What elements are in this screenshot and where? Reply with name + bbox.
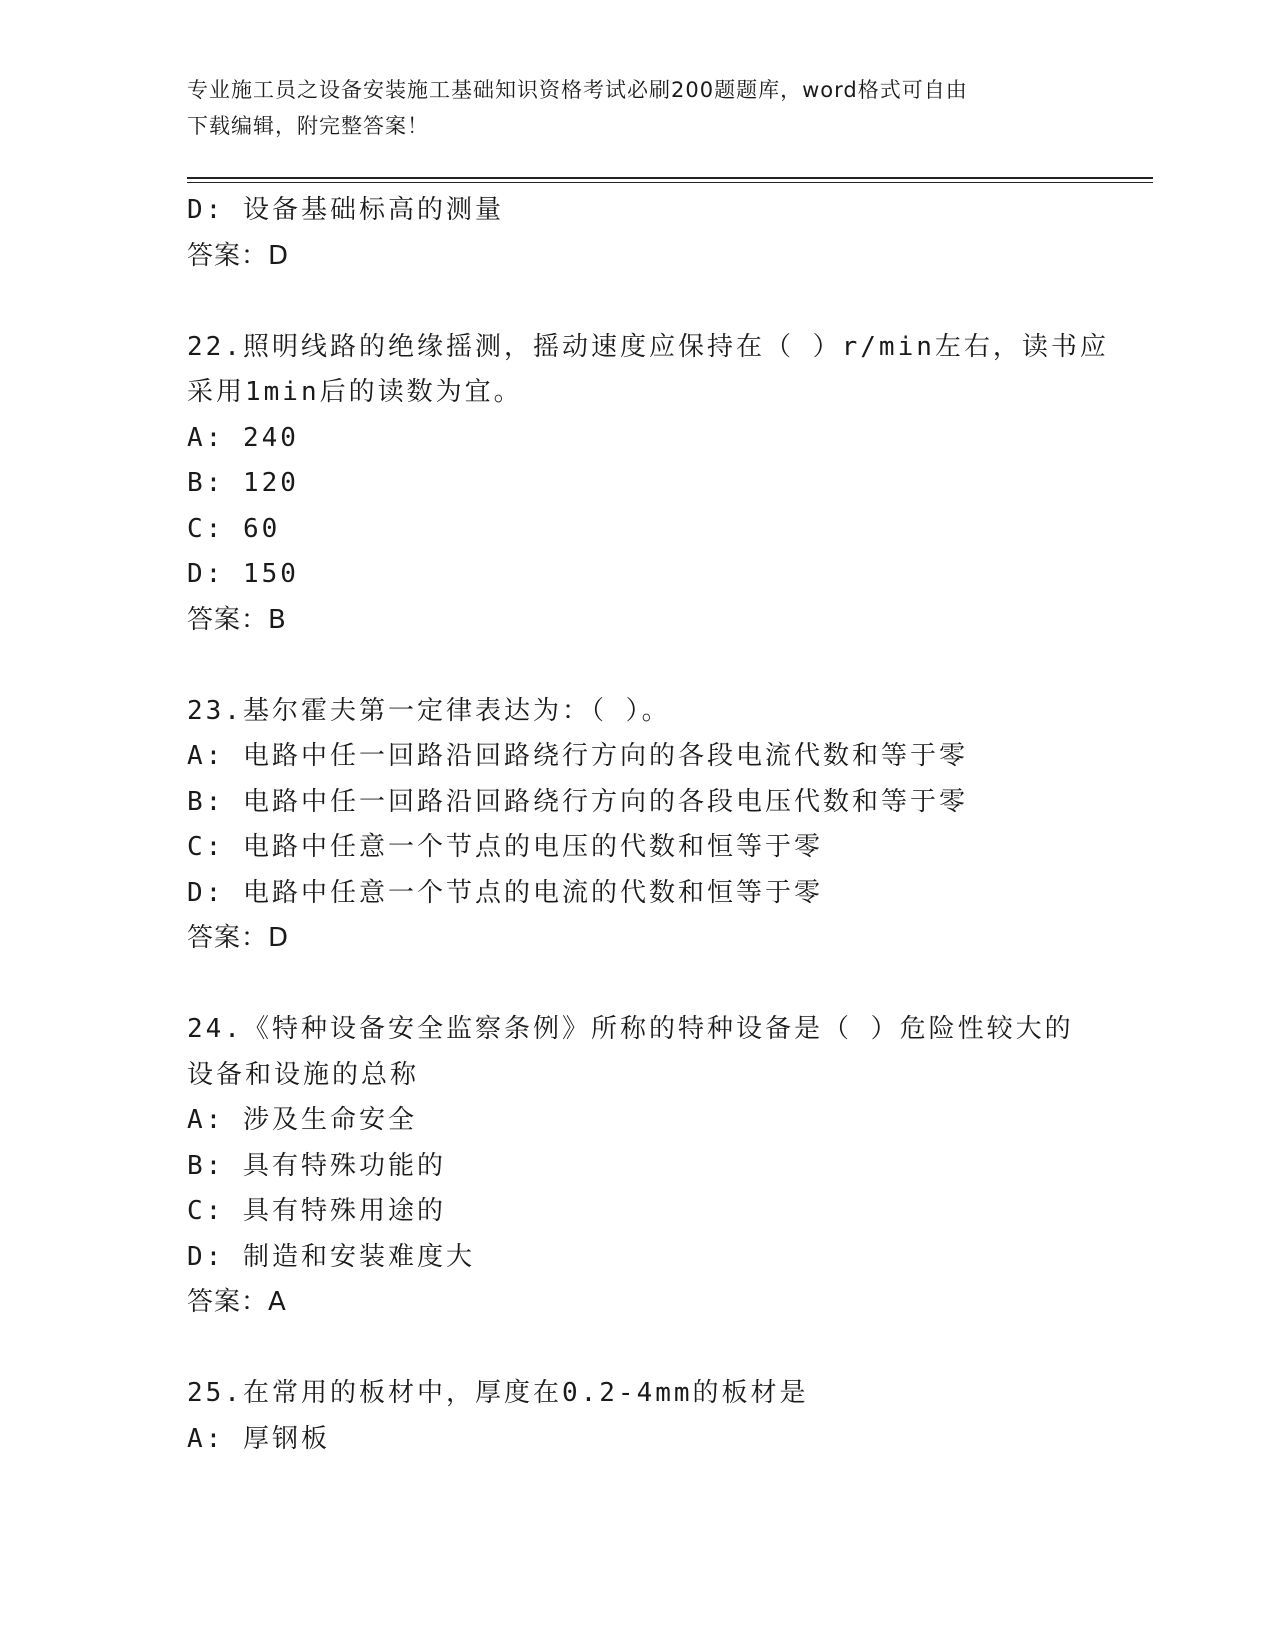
question-stem-line-1: 25.在常用的板材中，厚度在0.2-4mm的板材是 xyxy=(187,1378,809,1408)
option-a: A: 电路中任一回路沿回路绕行方向的各段电流代数和等于零 xyxy=(187,741,968,771)
option-d: D: 150 xyxy=(187,559,299,589)
page-header xyxy=(187,72,1087,144)
question-22 xyxy=(187,325,1109,644)
question-stem-line-1: 22.照明线路的绝缘摇测，摇动速度应保持在（ ）r/min左右，读书应 xyxy=(187,331,1109,362)
answer-line: 答案：D xyxy=(187,240,290,271)
header-line-1: 专业施工员之设备安装施工基础知识资格考试必刷200题题库，word格式可自由 xyxy=(187,78,968,102)
header-divider-thick xyxy=(187,177,1153,179)
option-d: D: 设备基础标高的测量 xyxy=(187,195,504,225)
answer-line: 答案：A xyxy=(187,1287,287,1317)
option-c: C: 电路中任意一个节点的电压的代数和恒等于零 xyxy=(187,832,823,862)
spacer xyxy=(187,279,1087,325)
question-24 xyxy=(187,1007,1087,1326)
question-25 xyxy=(187,1371,1087,1462)
header-divider-thin xyxy=(187,182,1153,183)
question-stem-line-1: 24.《特种设备安全监察条例》所称的特种设备是（ ）危险性较大的 xyxy=(187,1014,1074,1044)
option-a: A: 厚钢板 xyxy=(187,1423,330,1454)
option-d: D: 制造和安装难度大 xyxy=(187,1241,475,1272)
question-23 xyxy=(187,689,1087,962)
question-stem-line-2: 设备和设施的总称 xyxy=(187,1059,420,1090)
spacer xyxy=(187,962,1087,1008)
question-stem-line-1: 23.基尔霍夫第一定律表达为：（ ）。 xyxy=(187,695,671,726)
question-stem-line-2: 采用1min后的读数为宜。 xyxy=(187,377,523,407)
option-b: B: 具有特殊功能的 xyxy=(187,1150,446,1181)
spacer xyxy=(187,1326,1087,1372)
question-content xyxy=(187,188,1109,1462)
option-c: C: 具有特殊用途的 xyxy=(187,1196,446,1226)
answer-line: 答案：B xyxy=(187,604,287,635)
spacer xyxy=(187,643,1087,689)
option-d: D: 电路中任意一个节点的电流的代数和恒等于零 xyxy=(187,877,823,908)
option-a: A: 240 xyxy=(187,422,299,453)
option-b: B: 电路中任一回路沿回路绕行方向的各段电压代数和等于零 xyxy=(187,786,968,817)
option-b: B: 120 xyxy=(187,468,299,498)
header-line-2: 下载编辑，附完整答案！ xyxy=(187,114,429,138)
option-c: C: 60 xyxy=(187,513,281,544)
option-a: A: 涉及生命安全 xyxy=(187,1105,417,1135)
question-21-tail xyxy=(187,188,1087,279)
answer-line: 答案：D xyxy=(187,923,290,953)
